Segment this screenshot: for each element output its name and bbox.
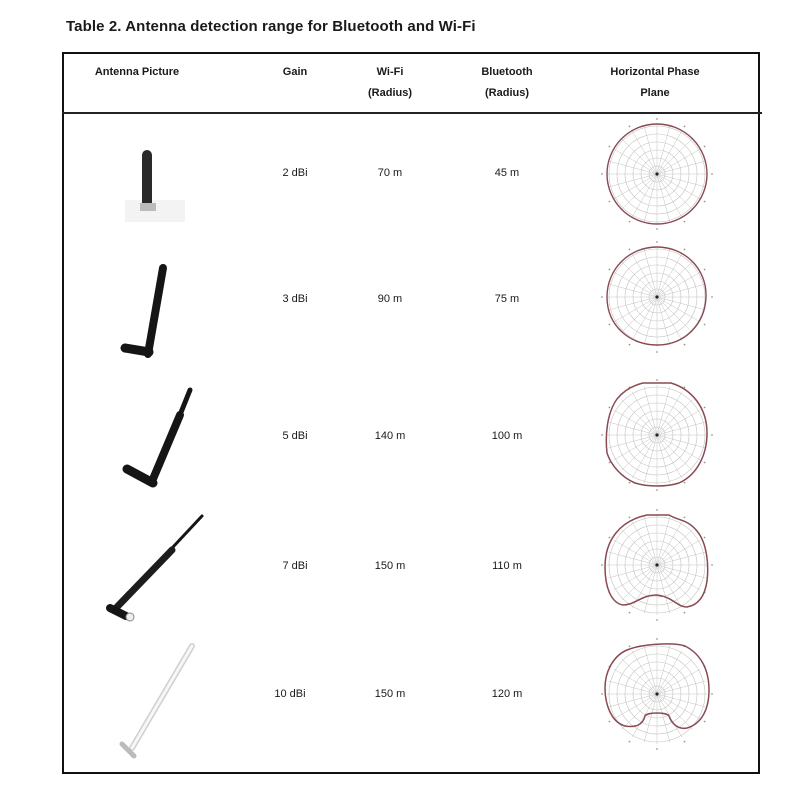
header-wifi — [350, 62, 430, 104]
header-label: Gain — [282, 66, 308, 78]
folding-black-antenna-icon — [115, 260, 185, 365]
header-sublabel: (Radius) — [368, 87, 412, 99]
gain-value: 10 dBi — [274, 688, 306, 700]
gain-value: 2 dBi — [282, 167, 308, 179]
header-antenna-picture — [62, 62, 212, 83]
gain-value: 3 dBi — [282, 293, 308, 305]
polar-pattern-10dbi — [597, 637, 717, 751]
bluetooth-radius: 110 m — [492, 560, 522, 572]
wifi-radius: 70 m — [377, 167, 403, 179]
table-title: Table 2. Antenna detection range for Bluetooth and Wi-Fi — [66, 18, 476, 35]
header-label: Bluetooth — [481, 66, 533, 78]
gain-value: 5 dBi — [282, 430, 308, 442]
gain-value: 7 dBi — [282, 560, 308, 572]
header-sublabel: (Radius) — [485, 87, 529, 99]
wifi-radius: 140 m — [374, 430, 406, 442]
wifi-radius: 150 m — [374, 688, 406, 700]
header-label: Wi-Fi — [376, 66, 404, 78]
header-divider — [62, 112, 762, 114]
wifi-radius: 150 m — [374, 560, 406, 572]
header-bluetooth — [462, 62, 552, 104]
polar-pattern-7dbi — [597, 508, 717, 622]
long-white-antenna-icon — [110, 640, 200, 765]
header-horizontal-phase-plane — [585, 62, 725, 104]
header-label: Antenna Picture — [94, 66, 180, 78]
bluetooth-radius: 45 m — [494, 167, 520, 179]
polar-pattern-5dbi — [597, 378, 717, 492]
bluetooth-radius: 100 m — [491, 430, 523, 442]
wifi-radius: 90 m — [377, 293, 403, 305]
polar-pattern-3dbi — [597, 240, 717, 354]
bluetooth-radius: 120 m — [491, 688, 523, 700]
longer-folding-black-antenna-icon — [115, 385, 200, 495]
header-label: Horizontal Phase — [610, 66, 700, 78]
short-stubby-black-antenna-icon — [120, 145, 190, 225]
header-gain — [255, 62, 335, 83]
polar-pattern-2dbi — [597, 117, 717, 231]
header-sublabel: Plane — [640, 87, 670, 99]
bluetooth-radius: 75 m — [494, 293, 520, 305]
long-tapered-black-antenna-icon — [102, 512, 207, 622]
